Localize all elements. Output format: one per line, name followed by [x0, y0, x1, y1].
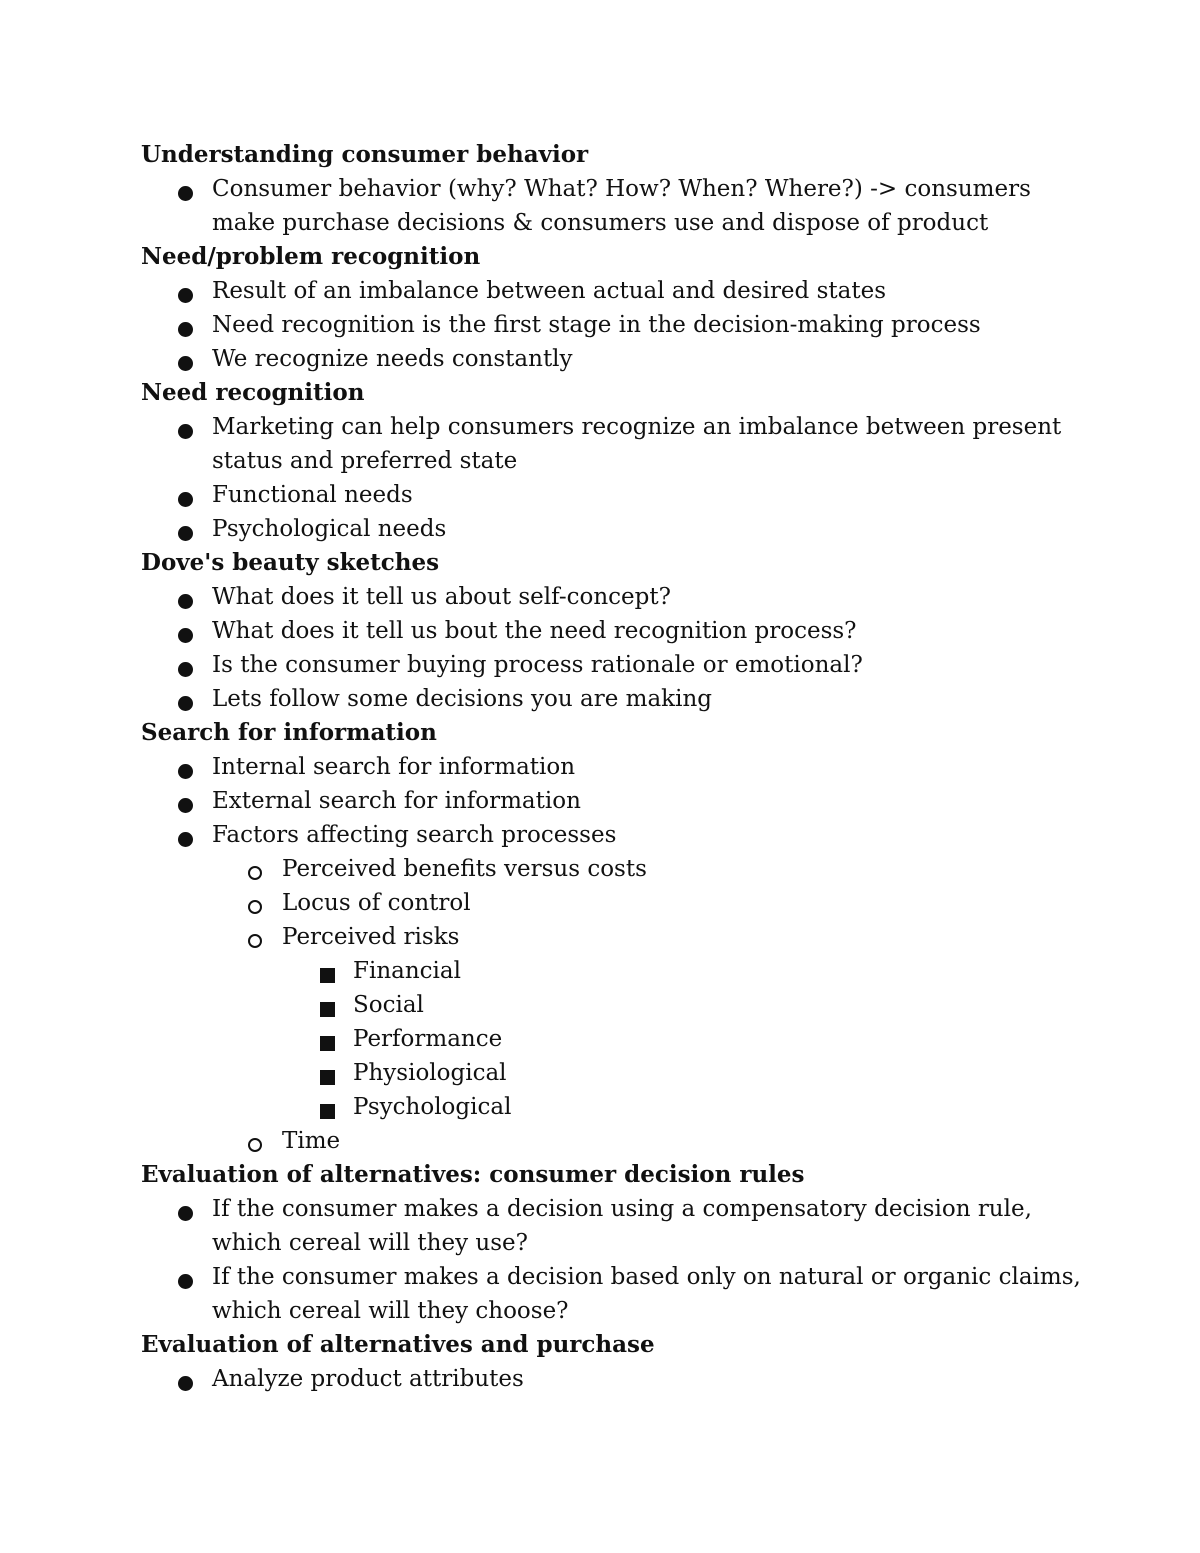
bullet-disc-icon [177, 1192, 197, 1226]
list-item-text: External search for information [212, 788, 581, 814]
bullet-square-icon [318, 988, 338, 1022]
list-item [141, 580, 1081, 614]
list-item-text: Social [353, 992, 424, 1018]
section-heading: Need recognition [141, 379, 365, 406]
list-item-text: We recognize needs constantly [212, 346, 573, 372]
bullet-disc-icon [177, 648, 197, 682]
list-item-text: Is the consumer buying process rationale or emotional? [212, 652, 863, 678]
bullet-disc-icon [177, 580, 197, 614]
list-item [141, 342, 1081, 376]
list-item-text: Factors affecting search processes [212, 822, 617, 848]
list-item-text: Psychological needs [212, 516, 447, 542]
list-item [141, 988, 1081, 1022]
list-item [141, 1090, 1081, 1124]
list-item [141, 1192, 1081, 1260]
list-item [141, 614, 1081, 648]
list-item-text: Performance [353, 1026, 503, 1052]
list-item [141, 512, 1081, 546]
bullet-disc-icon [177, 342, 197, 376]
list-item [141, 954, 1081, 988]
list-item [141, 886, 1081, 920]
bullet-disc-icon [177, 784, 197, 818]
bullet-disc-icon [177, 682, 197, 716]
bullet-disc-icon [177, 614, 197, 648]
bullet-square-icon [318, 954, 338, 988]
list-item-text: Physiological [353, 1060, 507, 1086]
bullet-disc-icon [177, 172, 197, 206]
bullet-disc-icon [177, 1362, 197, 1396]
list-item-text: Analyze product attributes [212, 1366, 524, 1392]
list-item-text: Functional needs [212, 482, 413, 508]
list-item [141, 648, 1081, 682]
list-item [141, 784, 1081, 818]
list-item [141, 1022, 1081, 1056]
list-item [141, 920, 1081, 954]
list-item-text: What does it tell us about self-concept? [212, 584, 671, 610]
section-heading: Dove's beauty sketches [141, 549, 440, 576]
bullet-circle-icon [247, 886, 267, 920]
bullet-disc-icon [177, 750, 197, 784]
list-item [141, 1056, 1081, 1090]
bullet-disc-icon [177, 512, 197, 546]
section-heading: Evaluation of alternatives and purchase [141, 1331, 655, 1358]
list-item-text: Internal search for information [212, 754, 576, 780]
list-item-text: Psychological [353, 1094, 512, 1120]
section-heading: Evaluation of alternatives: consumer decision rules [141, 1161, 805, 1188]
bullet-circle-icon [247, 1124, 267, 1158]
list-item-text: If the consumer makes a decision based only on natural or organic claims, which cereal will they choose? [212, 1264, 1081, 1324]
list-item-text: Perceived benefits versus costs [282, 856, 647, 882]
list-item-text: Locus of control [282, 890, 471, 916]
bullet-disc-icon [177, 478, 197, 512]
list-item [141, 682, 1081, 716]
list-item-text: Consumer behavior (why? What? How? When? Where?) -> consumers make purchase decisions & consumers use and dispose of product [212, 176, 1031, 236]
bullet-disc-icon [177, 818, 197, 852]
notes-content [141, 138, 1081, 1396]
bullet-square-icon [318, 1056, 338, 1090]
list-item-text: Need recognition is the first stage in the decision-making process [212, 312, 981, 338]
section-heading: Search for information [141, 719, 437, 746]
list-item-text: Result of an imbalance between actual and desired states [212, 278, 886, 304]
list-item-text: Time [282, 1128, 341, 1154]
section-heading: Understanding consumer behavior [141, 141, 589, 168]
list-item [141, 410, 1081, 478]
list-item-text: Marketing can help consumers recognize an imbalance between present status and preferred state [212, 414, 1062, 474]
list-item [141, 172, 1081, 240]
list-item [141, 308, 1081, 342]
bullet-disc-icon [177, 274, 197, 308]
list-item [141, 1260, 1081, 1328]
section-heading: Need/problem recognition [141, 243, 481, 270]
bullet-square-icon [318, 1022, 338, 1056]
list-item [141, 478, 1081, 512]
bullet-disc-icon [177, 410, 197, 444]
bullet-disc-icon [177, 308, 197, 342]
list-item [141, 852, 1081, 886]
bullet-circle-icon [247, 852, 267, 886]
list-item [141, 1124, 1081, 1158]
list-item-text: Financial [353, 958, 461, 984]
bullet-disc-icon [177, 1260, 197, 1294]
list-item [141, 818, 1081, 852]
list-item-text: Lets follow some decisions you are making [212, 686, 712, 712]
list-item [141, 274, 1081, 308]
list-item [141, 1362, 1081, 1396]
bullet-square-icon [318, 1090, 338, 1124]
list-item [141, 750, 1081, 784]
list-item-text: What does it tell us bout the need recognition process? [212, 618, 857, 644]
bullet-circle-icon [247, 920, 267, 954]
list-item-text: Perceived risks [282, 924, 460, 950]
list-item-text: If the consumer makes a decision using a compensatory decision rule, which cereal will they use? [212, 1196, 1032, 1256]
